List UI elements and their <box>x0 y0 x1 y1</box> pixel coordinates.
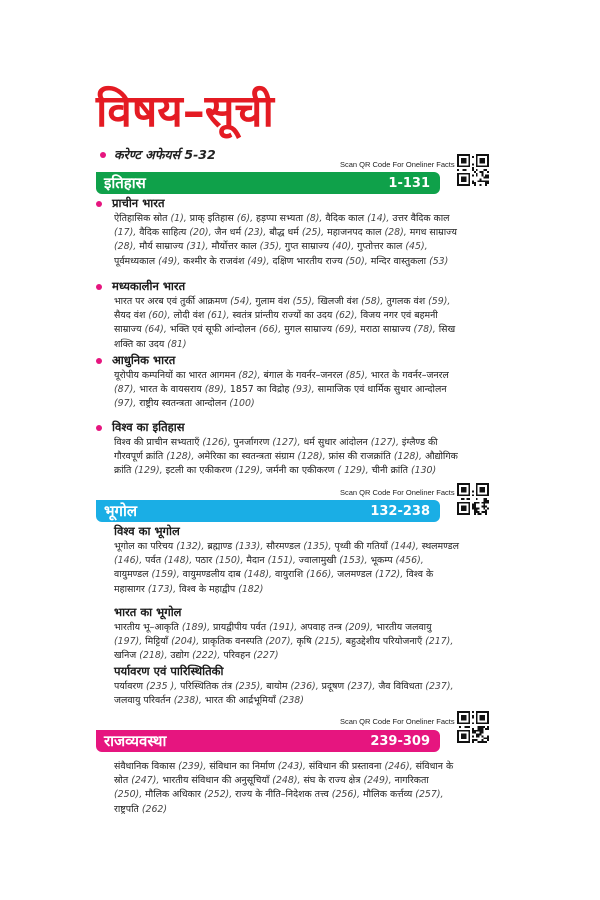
entry-page-number: (207), <box>265 636 297 648</box>
entry-page-number: (144), <box>390 541 422 552</box>
entry-title: अपवाह तन्त्र <box>300 622 345 633</box>
entry-page-number: (23), <box>244 227 270 239</box>
entry-title: भारतीय संविधान की अनुसूचियाँ <box>162 775 273 787</box>
entry-page-number: (28), <box>384 227 410 239</box>
section-page-range: 239-309 <box>370 733 430 749</box>
section-bar-geography <box>96 500 440 522</box>
topic-heading: आधुनिक भारत <box>112 353 176 367</box>
entry-page-number: (55), <box>292 296 318 307</box>
entry-title: पठार <box>195 555 216 567</box>
topic-entries <box>114 680 459 708</box>
entry-page-number: (6), <box>236 213 257 224</box>
entry-title: पूर्वमध्यकाल <box>114 255 159 267</box>
entry-title: खिलजी वंश <box>317 296 362 307</box>
topic-india-geography <box>114 605 459 664</box>
entry-title: इंग्लैण्ड की गौरवपूर्ण क्रांति <box>114 437 438 463</box>
entry-title: जलमण्डल <box>337 569 375 581</box>
topic-polity <box>114 759 459 817</box>
topic-medieval-india <box>114 279 459 352</box>
entry-title: सौरमण्डल <box>266 541 304 552</box>
entry-page-number: (159), <box>151 569 183 581</box>
entry-title: प्राकृतिक वनस्पति <box>202 636 266 648</box>
entry-title: मौलिक कर्त्तव्य <box>362 789 416 801</box>
qr-code-icon[interactable] <box>456 482 490 516</box>
entry-page-number: (238) <box>278 695 304 707</box>
entry-title: मौलिक अधिकार <box>145 789 204 801</box>
entry-page-number: (222), <box>192 650 224 662</box>
entry-title: पृथ्वी की गतियाँ <box>334 541 391 552</box>
entry-title: भारत के वायसराय <box>139 384 205 396</box>
entry-title: तुगलक वंश <box>386 296 429 307</box>
entry-page-number: (252), <box>203 789 236 801</box>
entry-page-number: (66), <box>258 324 285 336</box>
entry-page-number: (60), <box>148 310 174 322</box>
entry-page-number: (182) <box>238 583 264 595</box>
qr-caption: Scan QR Code For Oneliner Facts <box>340 488 455 497</box>
entry-title: बहुउद्देशीय परियोजनाएँ <box>345 636 426 648</box>
qr-code-icon[interactable] <box>456 710 490 744</box>
topic-heading: विश्व का इतिहास <box>112 420 185 434</box>
entry-title: वैदिक साहित्य <box>139 227 190 239</box>
entry-title: सैयद वंश <box>114 310 149 322</box>
entry-page-number: (81) <box>167 338 187 350</box>
entry-title: इटली का एकीकरण <box>165 465 235 477</box>
entry-title: ऐतिहासिक स्रोत <box>114 213 171 224</box>
entry-page-number: (166), <box>306 569 338 581</box>
entry-title: पुनर्जागरण <box>233 437 273 448</box>
topic-world-history <box>114 420 459 479</box>
entry-title: विश्व के महाद्वीप <box>179 583 239 595</box>
entry-page-number: (248), <box>272 775 304 787</box>
section-title: इतिहास <box>104 174 146 192</box>
entry-page-number: (97), <box>114 398 140 410</box>
entry-title: भूकम्प <box>370 555 396 567</box>
entry-page-number: (148), <box>243 569 275 581</box>
entry-page-number: (456), <box>395 555 424 567</box>
entry-title: भक्ति एवं सूफी आंन्दोलन <box>169 324 259 336</box>
entry-title: राज्य के नीति–निदेशक तत्त्व <box>235 789 332 801</box>
entry-page-number: (127), <box>370 437 402 448</box>
entry-title: 1857 का विद्रोह <box>229 384 293 396</box>
entry-title: जलवायु परिवर्तन <box>114 695 174 707</box>
entry-page-number: (64), <box>144 324 170 336</box>
entry-title: राष्ट्रीय स्वतन्त्रता आन्दोलन <box>139 398 230 410</box>
entry-page-number: (127), <box>272 437 304 448</box>
entry-title: जर्मनी का एकीकरण <box>266 465 338 477</box>
entry-page-number: (191), <box>269 622 301 633</box>
entry-title: मैदान <box>246 555 268 567</box>
entry-title: जैन धर्म <box>214 227 245 239</box>
topic-entries <box>114 540 459 597</box>
bullet-icon <box>96 358 102 364</box>
entry-page-number: (227) <box>253 650 279 662</box>
entry-page-number: (235), <box>235 681 267 692</box>
bullet-icon <box>100 152 106 158</box>
current-affairs-entry <box>100 146 216 163</box>
entry-title: उत्तर वैदिक काल <box>392 213 450 224</box>
entry-page-number: (243), <box>277 761 309 772</box>
entry-title: खनिज <box>114 650 140 662</box>
topic-entries <box>114 212 459 269</box>
entry-page-number: (151), <box>267 555 299 567</box>
entry-page-number: (1), <box>170 213 190 224</box>
entry-title: महाजनपद काल <box>327 227 385 239</box>
entry-page-number: (126), <box>202 437 234 448</box>
topic-entries <box>114 436 459 479</box>
entry-title: संविधान की प्रस्तावना <box>308 761 385 772</box>
entry-page-number: (8), <box>306 213 326 224</box>
entry-title: संवैधानिक विकास <box>114 761 179 772</box>
topic-world-geography <box>114 524 459 597</box>
qr-caption: Scan QR Code For Oneliner Facts <box>340 717 455 726</box>
entry-title: चीनी क्रांति <box>371 465 411 477</box>
entry-page-number: (249), <box>363 775 395 787</box>
entry-title: स्वतंत्र प्रांन्तीय राज्यों का उदय <box>232 310 336 322</box>
entry-title: गुप्त साम्राज्य <box>284 241 332 253</box>
entry-page-number: (130) <box>410 465 437 477</box>
entry-page-number: (14), <box>367 213 393 224</box>
entry-title: भारतीय जलवायु <box>376 622 432 633</box>
entry-title: प्रायद्वीपीय पर्वत <box>213 622 270 633</box>
entry-title: संघ के राज्य क्षेत्र <box>303 775 364 787</box>
entry-page-number: (93), <box>292 384 318 396</box>
entry-title: पर्यावरण <box>114 681 146 692</box>
entry-page-number: (54), <box>230 296 256 307</box>
entry-title: यूरोपीय कम्पनियों का भारत आगमन <box>114 370 239 381</box>
section-page-range: 1-131 <box>388 175 430 191</box>
entry-page-number: (31), <box>186 241 212 253</box>
topic-entries <box>114 760 459 817</box>
entry-page-number: (250), <box>114 789 146 801</box>
entry-title: नागरिकता <box>394 775 429 787</box>
entry-title: ब्रह्माण्ड <box>207 541 236 552</box>
entry-title: भारत पर अरब एवं तुर्की आक्रमण <box>114 296 231 307</box>
entry-page-number: (28), <box>114 241 140 253</box>
entry-title: परिस्थितिक तंत्र <box>180 681 236 692</box>
page-title: विषय–सूची <box>96 86 274 137</box>
entry-page-number: (189), <box>181 622 214 633</box>
entry-title: उद्योग <box>170 650 193 662</box>
entry-page-number: ( 129), <box>337 465 372 477</box>
entry-page-number: (49), <box>158 255 184 267</box>
entry-title: गुलाम वंश <box>255 296 293 307</box>
entry-page-number: (35), <box>259 241 285 253</box>
entry-title: राष्ट्रपति <box>114 803 142 815</box>
entry-title: औद्योगिक क्रांति <box>114 451 458 477</box>
entry-page-number: (69), <box>335 324 361 336</box>
entry-page-number: (85), <box>345 370 371 381</box>
entry-page-number: (218), <box>139 650 171 662</box>
entry-page-number: (197), <box>114 636 146 648</box>
entry-page-number: (148), <box>164 555 196 567</box>
topic-heading: मध्यकालीन भारत <box>112 279 186 293</box>
entry-page-number: (172), <box>374 569 407 581</box>
entry-page-number: (237), <box>425 681 454 692</box>
entry-title: सिख शक्ति का उदय <box>114 324 456 350</box>
entry-title: सामाजिक एवं धार्मिक सुधार आन्दोलन <box>317 384 447 396</box>
entry-title: फ्रांस की राजक्रांति <box>328 451 394 463</box>
topic-heading: विश्व का भूगोल <box>114 524 180 538</box>
entry-title: कृषि <box>296 636 315 648</box>
entry-page-number: (128), <box>166 451 198 463</box>
entry-title: विश्व की प्राचीन सभ्यताएँ <box>114 437 203 448</box>
bullet-icon <box>96 284 102 290</box>
entry-title: भारत की आर्द्रभूमियाँ <box>204 695 279 707</box>
entry-page-number: (128), <box>297 451 329 463</box>
entry-title: परिवहन <box>223 650 254 662</box>
entry-title: भूगोल का परिचय <box>114 541 177 552</box>
entry-page-number: (82), <box>238 370 264 381</box>
entry-page-number: (49), <box>247 255 273 267</box>
entry-page-number: (257), <box>415 789 444 801</box>
entry-title: वैदिक काल <box>325 213 368 224</box>
entry-title: बायोम <box>266 681 291 692</box>
entry-title: विजय नगर एवं बहमनी साम्राज्य <box>114 310 438 336</box>
entry-page-number: (135), <box>303 541 335 552</box>
entry-title: प्राक् इतिहास <box>189 213 237 224</box>
entry-page-number: (25), <box>301 227 328 239</box>
entry-title: बौद्ध धर्म <box>269 227 302 239</box>
entry-page-number: (59), <box>428 296 451 307</box>
topic-ancient-india <box>114 196 459 269</box>
entry-page-number: (62), <box>335 310 361 322</box>
entry-title: संविधान के स्रोत <box>114 761 454 787</box>
entry-page-number: (247), <box>131 775 163 787</box>
entry-title: गुप्तोत्तर काल <box>357 241 406 253</box>
entry-page-number: (215), <box>314 636 346 648</box>
entry-title: धर्म सुधार आंदोलन <box>303 437 371 448</box>
entry-page-number: (129), <box>234 465 267 477</box>
qr-caption: Scan QR Code For Oneliner Facts <box>340 160 455 169</box>
section-page-range: 132-238 <box>370 503 430 519</box>
section-title: भूगोल <box>104 502 138 520</box>
entry-page-number: (45), <box>405 241 428 253</box>
entry-title: दक्षिण भारतीय राज्य <box>272 255 346 267</box>
entry-page-number: (238), <box>173 695 205 707</box>
entry-title: लोदी वंश <box>173 310 208 322</box>
section-bar-polity <box>96 730 440 752</box>
entry-title: बंगाल के गवर्नर–जनरल <box>263 370 346 381</box>
topic-modern-india <box>114 353 459 412</box>
entry-page-number: (20), <box>189 227 215 239</box>
entry-title: मन्दिर वास्तुकला <box>370 255 430 267</box>
entry-title: मिट्टियाँ <box>145 636 172 648</box>
entry-page-number: (50), <box>345 255 371 267</box>
entry-title: मगध साम्राज्य <box>409 227 457 239</box>
entry-page-number: (235 ), <box>146 681 181 692</box>
entry-page-number: (217), <box>425 636 454 648</box>
topic-heading: भारत का भूगोल <box>114 605 182 619</box>
entry-page-number: (256), <box>331 789 363 801</box>
entry-title: जैव विविधता <box>378 681 426 692</box>
entry-page-number: (17), <box>114 227 140 239</box>
topic-heading: प्राचीन भारत <box>112 196 165 210</box>
entry-title: वायुमण्डलीय दाब <box>182 569 244 581</box>
section-title: राजव्यवस्था <box>104 732 167 750</box>
entry-title: मौर्योत्तर काल <box>211 241 260 253</box>
entry-page-number: (58), <box>361 296 387 307</box>
entry-page-number: (173), <box>147 583 180 595</box>
entry-page-number: (204), <box>171 636 203 648</box>
entry-page-number: (53) <box>429 255 449 267</box>
entry-title: प्रदूषण <box>321 681 348 692</box>
qr-code-icon[interactable] <box>456 153 490 187</box>
entry-title: कश्मीर के राजवंश <box>183 255 248 267</box>
entry-title: मुगल साम्राज्य <box>284 324 335 336</box>
entry-page-number: (129), <box>134 465 166 477</box>
entry-page-number: (239), <box>178 761 210 772</box>
entry-title: वायुमण्डल <box>114 569 152 581</box>
entry-page-number: (87), <box>114 384 140 396</box>
entry-page-number: (246), <box>384 761 416 772</box>
entry-title: हड़प्पा सभ्यता <box>256 213 307 224</box>
entry-title: मौर्य साम्राज्य <box>139 241 187 253</box>
bullet-icon <box>96 201 102 207</box>
entry-title: अमेरिका का स्वतन्त्रता संग्राम <box>197 451 298 463</box>
entry-page-number: (100) <box>229 398 255 410</box>
entry-title: मराठा साम्राज्य <box>360 324 414 336</box>
entry-page-number: (78), <box>413 324 439 336</box>
entry-title: पर्वत <box>145 555 165 567</box>
entry-page-number: (237), <box>347 681 379 692</box>
entry-page-number: (128), <box>393 451 425 463</box>
entry-page-number: (236), <box>290 681 322 692</box>
topic-entries <box>114 369 459 412</box>
entry-title: भारत के गवर्नर–जनरल <box>370 370 449 381</box>
topic-heading: पर्यावरण एवं पारिस्थितिकी <box>114 664 224 678</box>
section-bar-history <box>96 172 440 194</box>
entry-page-number: (150), <box>215 555 247 567</box>
entry-title: भारतीय भू–आकृति <box>114 622 182 633</box>
entry-page-number: (89), <box>204 384 230 396</box>
entry-page-number: (132), <box>176 541 208 552</box>
bullet-icon <box>96 425 102 431</box>
entry-page-number: (40), <box>331 241 358 253</box>
current-affairs-label: करेण्ट अफेयर्स 5-32 <box>114 147 216 162</box>
entry-title: वायुराशि <box>274 569 307 581</box>
entry-title: स्थलमण्डल <box>421 541 459 552</box>
entry-title: ज्वालामुखी <box>298 555 340 567</box>
entry-page-number: (146), <box>114 555 146 567</box>
entry-title: विश्व के महासागर <box>114 569 434 595</box>
entry-page-number: (209), <box>344 622 377 633</box>
topic-entries <box>114 295 459 352</box>
entry-page-number: (133), <box>235 541 267 552</box>
entry-title: संविधान का निर्माण <box>209 761 278 772</box>
entry-page-number: (61), <box>207 310 233 322</box>
entry-page-number: (262) <box>141 803 168 815</box>
entry-page-number: (153), <box>339 555 371 567</box>
topic-environment-ecology <box>114 664 459 708</box>
topic-entries <box>114 621 459 664</box>
